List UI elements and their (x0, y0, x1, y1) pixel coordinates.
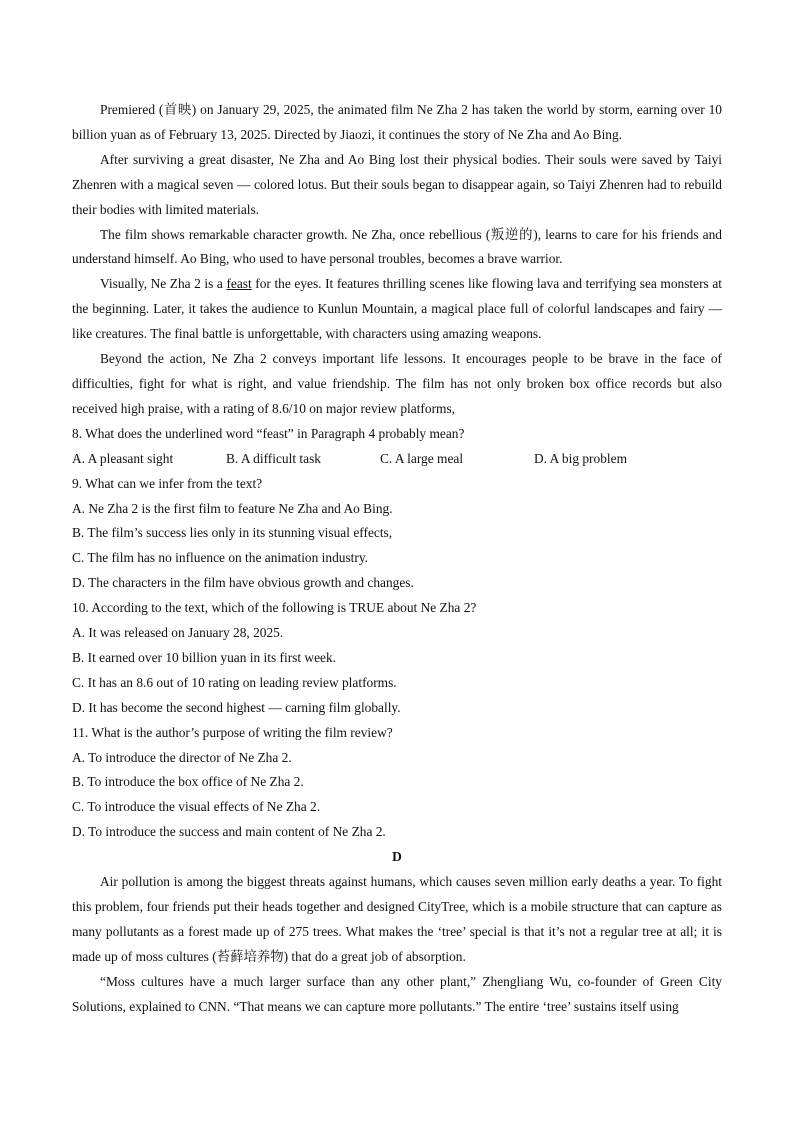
passage-c-paragraph-3: The film shows remarkable character growth. Ne Zha, once rebellious (叛逆的), learns to care for his friends and understand himself. Ao Bing, who used to have personal troubles, becomes a brave warrior. (72, 226, 722, 267)
passage-c-paragraph-4 (72, 272, 722, 347)
q11-option-b: B. To introduce the box office of Ne Zha 2. (72, 774, 304, 790)
passage-c-paragraph-5: Beyond the action, Ne Zha 2 conveys important life lessons. It encourages people to be brave in the face of difficulties, fight for what is right, and value friendship. The film has not only broken box office records but also received high praise, with a rating of 8.6/10 on major review platforms, (72, 351, 722, 416)
q8-option-b: B. A difficult task (226, 450, 321, 466)
q8-option-a: A. A pleasant sight (72, 450, 174, 466)
q9-option-a: A. Ne Zha 2 is the first film to feature Ne Zha and Ao Bing. (72, 500, 393, 516)
question-11-stem: 11. What is the author’s purpose of writing the film review? (72, 724, 393, 740)
question-8-options (72, 447, 722, 472)
q11-option-d: D. To introduce the success and main content of Ne Zha 2. (72, 824, 386, 840)
q10-option-c: C. It has an 8.6 out of 10 rating on leading review platforms. (72, 674, 397, 690)
underlined-word-feast: feast (226, 276, 252, 292)
question-10-stem: 10. According to the text, which of the following is TRUE about Ne Zha 2? (72, 600, 477, 616)
passage-c-paragraph-1: Premiered (首映) on January 29, 2025, the animated film Ne Zha 2 has taken the world by storm, earning over 10 billion yuan as of February 13, 2025. Directed by Jiaozi, it continues the story of Ne Zha and Ao Bing. (72, 102, 722, 142)
q8-option-d: D. A big problem (534, 450, 627, 466)
p4-text-before: Visually, Ne Zha 2 is a (100, 276, 227, 292)
q9-option-b: B. The film’s success lies only in its stunning visual effects, (72, 525, 393, 541)
question-9-stem: 9. What can we infer from the text? (72, 475, 263, 491)
passage-d-paragraph-2: “Moss cultures have a much larger surface than any other plant,” Zhengliang Wu, co-founder of Green City Solutions, explained to CNN. “That means we can capture more pollutants.” The entire ‘tree’ sustains itself using (72, 973, 722, 1014)
document-page (72, 98, 722, 1020)
q9-option-d: D. The characters in the film have obvious growth and changes. (72, 575, 414, 591)
q10-option-a: A. It was released on January 28, 2025. (72, 625, 284, 641)
passage-d-heading: D (392, 849, 402, 865)
q11-option-a: A. To introduce the director of Ne Zha 2. (72, 749, 292, 765)
question-8-stem: 8. What does the underlined word “feast” in Paragraph 4 probably mean? (72, 425, 465, 441)
q10-option-b: B. It earned over 10 billion yuan in its first week. (72, 649, 337, 665)
q11-option-c: C. To introduce the visual effects of Ne Zha 2. (72, 799, 321, 815)
q9-option-c: C. The film has no influence on the animation industry. (72, 550, 369, 566)
p4-text-after: for the eyes. It features thrilling scenes like flowing lava and terrifying sea monsters at the beginning. Later, it takes the audience to Kunlun Mountain, a magical place full of colorful landscapes and fairy — like creatures. The final battle is unforgettable, with characters using amazing weapons. (72, 276, 722, 342)
q10-option-d: D. It has become the second highest — carning film globally. (72, 699, 401, 715)
passage-d-paragraph-1: Air pollution is among the biggest threats against humans, which causes seven million early deaths a year. To fight this problem, four friends put their heads together and designed CityTree, which is a mobile structure that can capture as many pollutants as a forest made up of 275 trees. What makes the ‘tree’ special is that it’s not a regular tree at all; it is made up of moss cultures (苔藓培养物) that do a great job of absorption. (72, 874, 722, 964)
q8-option-c: C. A large meal (380, 450, 464, 466)
passage-c-paragraph-2: After surviving a great disaster, Ne Zha and Ao Bing lost their physical bodies. Their souls were saved by Taiyi Zhenren with a magical seven — colored lotus. But their souls began to disappear again, so Taiyi Zhenren had to rebuild their bodies with limited materials. (72, 151, 722, 217)
